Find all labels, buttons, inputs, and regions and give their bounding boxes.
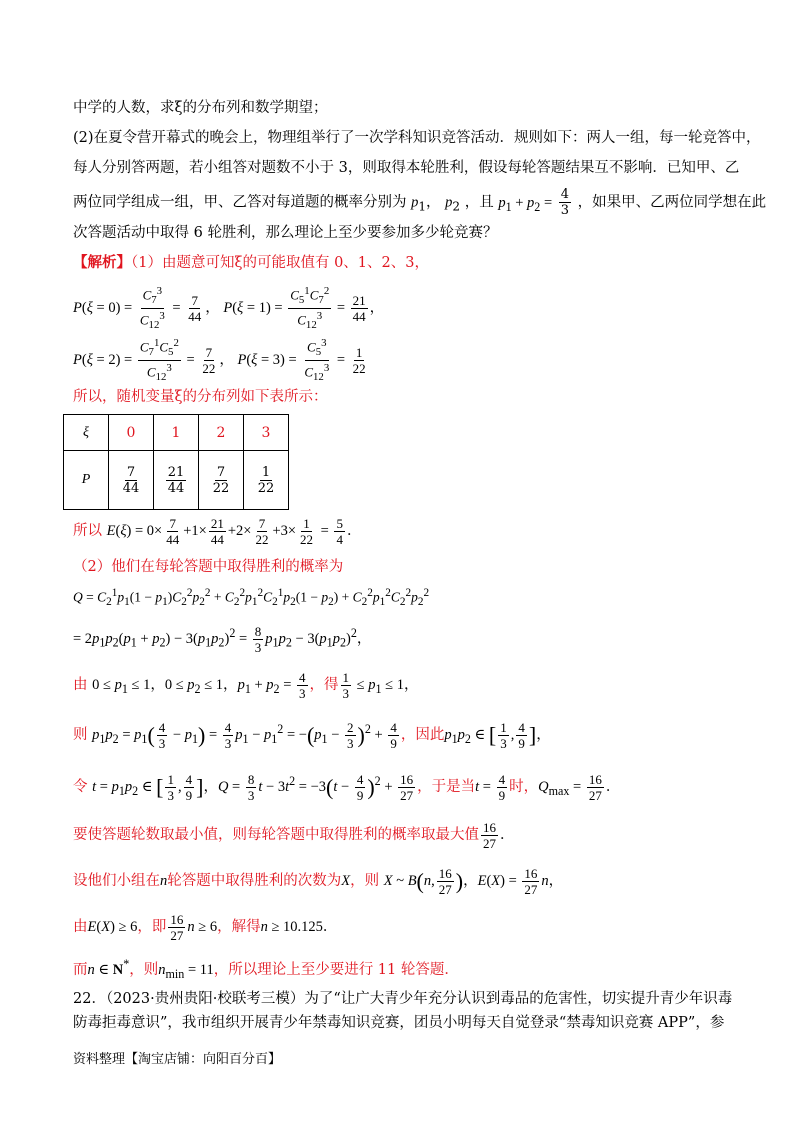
conclusion-line: 而n ∈ N*，则$n_{min} = 11$，所以理论上至少要进行 11 轮答题． [73,957,459,981]
table-prob-cell: $\frac{7}{22}$ [199,451,244,510]
substitution-line: 令 $t = p_1p_2$ ∈ [ $\frac{1}{3}$ , $\frac{4}{9}$ ]，Q = $\frac{8}{3}$ $t - 3t^2 = -3(t$ − $\frac{4}{9}$ )$^2$ + $\frac{16}{27}$ ，于是当t = $\frac{4}{9}$ 时，$Q_{max}$ = $\frac{16}{27}$ ． [73,772,621,803]
solution-tag: 【解析】 [73,254,131,271]
q-formula-2: = $2p_1p_2(p_1 + p_2) - 3(p_1p_2)^2$ = $\frac{8}{3}$ $p_1p_2 - 3(p_1p_2)^2$， [73,624,372,655]
table-header-cell: 1 [154,415,199,451]
solution-part-2: （2）他们在每轮答题中取得胜利的概率为 [73,559,344,575]
inequality-line: 由E(X) ≥ 6，即 $\frac{16}{27}$ n ≥ 6，解得n ≥ 10.125． [73,912,338,943]
problem-line-1: 中学的人数，求ξ的分布列和数学期望； [73,100,328,116]
range-line: 由 $0 \le p_1 \le 1$，$0 \le p_2 \le 1$，$p_1 + p_2$ = $\frac{4}{3}$ ，得 $\frac{1}{3}$ ≤ $p_1 \le 1$， [73,670,419,701]
distribution-table [63,414,289,510]
problem-line-3: 每人分别答两题，若小组答对题数不小于 3，则取得本轮胜利，假设每轮答题结果互不影响．已知甲、乙 [73,160,740,176]
min-rounds-line: 要使答题轮数取最小值，则每轮答题中取得胜利的概率取最大值 $\frac{16}{27}$ ． [73,820,515,851]
table-header-xi: ξ [64,415,109,451]
next-problem-line-2: 防毒拒毒意识”，我市组织开展青少年禁毒知识竞赛，团员小明每天自觉登录“禁毒知识竞赛 APP”，参 [73,1015,725,1031]
problem-line-2: (2)在夏令营开幕式的晚会上，物理组举行了一次学科知识竞答活动．规则如下：两人一组，每一轮竞答中， [73,130,761,146]
binomial-line: 设他们小组在n轮答题中取得胜利的次数为X，则 X ~ B(n, $\frac{16}{27}$ )，E(X) = $\frac{16}{27}$ n， [73,866,564,897]
table-header-cell: 3 [244,415,289,451]
table-prob-cell: $\frac{21}{44}$ [154,451,199,510]
problem-line-4: 两位同学组成一组，甲、乙答对每道题的概率分别为 $p_1$， $p_2$ ，且 $p_1 + p_2$ = $\frac{4}{3}$ ，如果甲、乙两位同学想在此 [73,187,767,218]
page-footer: 资料整理【淘宝店铺：向阳百分百】 [73,1052,282,1067]
problem-line-5: 次答题活动中取得 6 轮胜利，那么理论上至少要参加多少轮竞赛？ [73,225,498,241]
product-line: 则 $p_1p_2 = p_1$( $\frac{4}{3}$ − $p_1$) = $\frac{4}{3}$ $p_1 - p_1^2 = -(p_1$ − $\frac{2}{3}$ )$^2$ + $\frac{4}{9}$ ，因此$p_1p_2$ ∈ [ $\frac{1}{3}$ , $\frac{4}{9}$ ]， [73,720,551,751]
solution-part-1: 【解析】（1）由题意可知ξ的可能取值有 0、1、2、3， [73,254,429,271]
table-prob-cell: $\frac{7}{44}$ [109,451,154,510]
table-intro: 所以，随机变量ξ的分布列如下表所示： [73,389,328,405]
table-prob-cell: $\frac{1}{22}$ [244,451,289,510]
prob-formula-0-1: P(ξ = 0) = $\frac{C_7^3}{C_{12}^3}$ = $\frac{7}{44}$ ， P(ξ = 1) = $\frac{C_5^1C_7^2}{C_{12}^3}$ = $\frac{21}{44}$ ， [73,285,385,331]
q-formula-1: $Q = C_2^1p_1(1 - p_1)C_2^2p_2^2 + C_2^2p_1^2C_2^1p_2(1 - p_2) + C_2^2p_1^2C_2^2p_2^2$ [73,587,430,609]
next-problem-line-1: 22．（2023·贵州贵阳·校联考三模）为了“让广大青少年充分认识到毒品的危害性，切实提升青少年识毒 [73,991,733,1007]
table-row-label: P [64,451,109,510]
prob-formula-2-3: P(ξ = 2) = $\frac{C_7^1C_5^2}{C_{12}^3}$ = $\frac{7}{22}$ ， P(ξ = 3) = $\frac{C_5^3}{C_{12}^3}$ = $\frac{1}{22}$ [73,337,366,383]
expectation-line: 所以 E(ξ) = 0× $\frac{7}{44}$ +1× $\frac{21}{44}$ +2× $\frac{7}{22}$ +3× $\frac{1}{22}$ = $\frac{5}{4}$ ． [73,516,362,547]
table-header-cell: 2 [199,415,244,451]
table-header-cell: 0 [109,415,154,451]
